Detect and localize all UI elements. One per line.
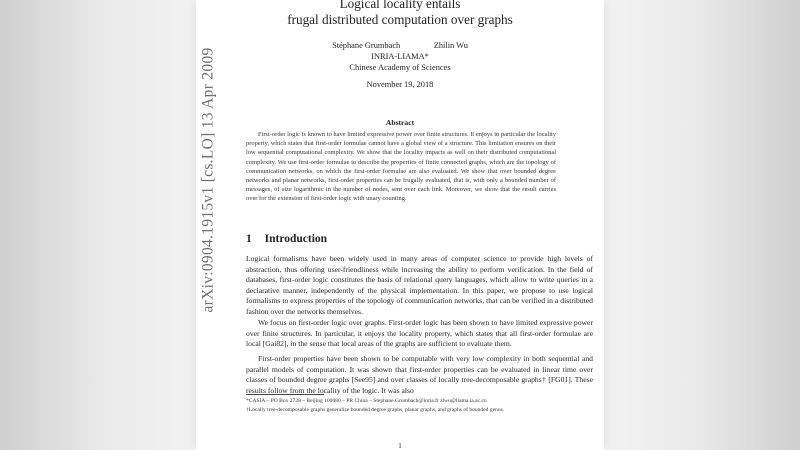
paragraph-2: We focus on first-order logic over graphs. First-order logic has been shown to have limited expressive power over finite structures. In particular, it enjoys the locality property, which states that all first-order formulae are local [Gai82], in the sense that local areas of the graphs are sufficient to evaluate them. bbox=[246, 318, 593, 349]
abstract-text: First-order logic is known to have limited expressive power over finite structures. It enjoys in particular the locality property, which states that first-order formulae cannot have a global view of a structure. This limitation ensures on their low sequential computational complexity. We show that the locality impacts as well on their distributed computational complexity. We use first-order formulae to describe the properties of finite connected graphs, which are the topology of communication networks, on which the first-order formulae are also evaluated. We show that over bounded degree networks and planar networks, first-order properties can be frugally evaluated, that is, with only a bounded number of messages, of size logarithmic in the number of nodes, sent over each link. Moreover, we show that the result carries over for the extension of first-order logic with unary counting. bbox=[246, 131, 556, 203]
footnote-rule bbox=[246, 394, 324, 395]
affiliation-1: INRIA-LIAMA* bbox=[371, 52, 429, 61]
title-line-2: frugal distributed computation over graphs bbox=[287, 12, 513, 27]
arxiv-identifier: arXiv:0904.1915v1 [cs.LO] 13 Apr 2009 bbox=[200, 47, 217, 313]
paper-page bbox=[196, 0, 604, 450]
paragraph-1: Logical formalisms have been widely used in many areas of computer science to provide high levels of abstraction, thus offering user-friendliness while increasing the ability to perform verification. In the field of databases, first-order logic constitutes the basis of relational query languages, which allow to write queries in a declarative manner, independently of the physical implementation. In this paper, we propose to use logical formalisms to express properties of the topology of communication networks, that can be verified in a distributed fashion over the networks themselves. bbox=[246, 254, 593, 316]
section-number: 1 bbox=[246, 233, 252, 245]
affiliation-2: Chinese Academy of Sciences bbox=[349, 63, 451, 72]
footnote-2: †Locally tree-decomposable graphs generalize bounded degree graphs, planar graphs, and graphs of bounded genus. bbox=[246, 407, 505, 413]
abstract-heading: Abstract bbox=[385, 118, 415, 127]
arxiv-identifier-stamp bbox=[198, 30, 220, 330]
paragraph-3: First-order properties have been shown to be computable with very low complexity in both sequential and parallel models of computation. It was shown that first-order properties can be evaluated in linear time over classes of bounded degree graphs [See95] and over classes of locally tree-decomposable graphs† [FG01]. These results follow from the locality of the logic. It was also bbox=[246, 354, 593, 395]
page-number: 1 bbox=[398, 441, 402, 450]
title-line-1: Logical locality entails bbox=[339, 0, 461, 11]
paper-date: November 19, 2018 bbox=[366, 80, 434, 89]
section-title: Introduction bbox=[264, 233, 328, 245]
footnote-1: *CASIA – PO Box 2728 – Beijing 100080 – PR China – Stephane.Grumbach@inria.fr zlwu@liama.ia.ac.cn bbox=[246, 398, 487, 404]
author-names: Stéphane Grumbach Zhilin Wu bbox=[332, 41, 468, 50]
section-heading bbox=[246, 233, 327, 245]
